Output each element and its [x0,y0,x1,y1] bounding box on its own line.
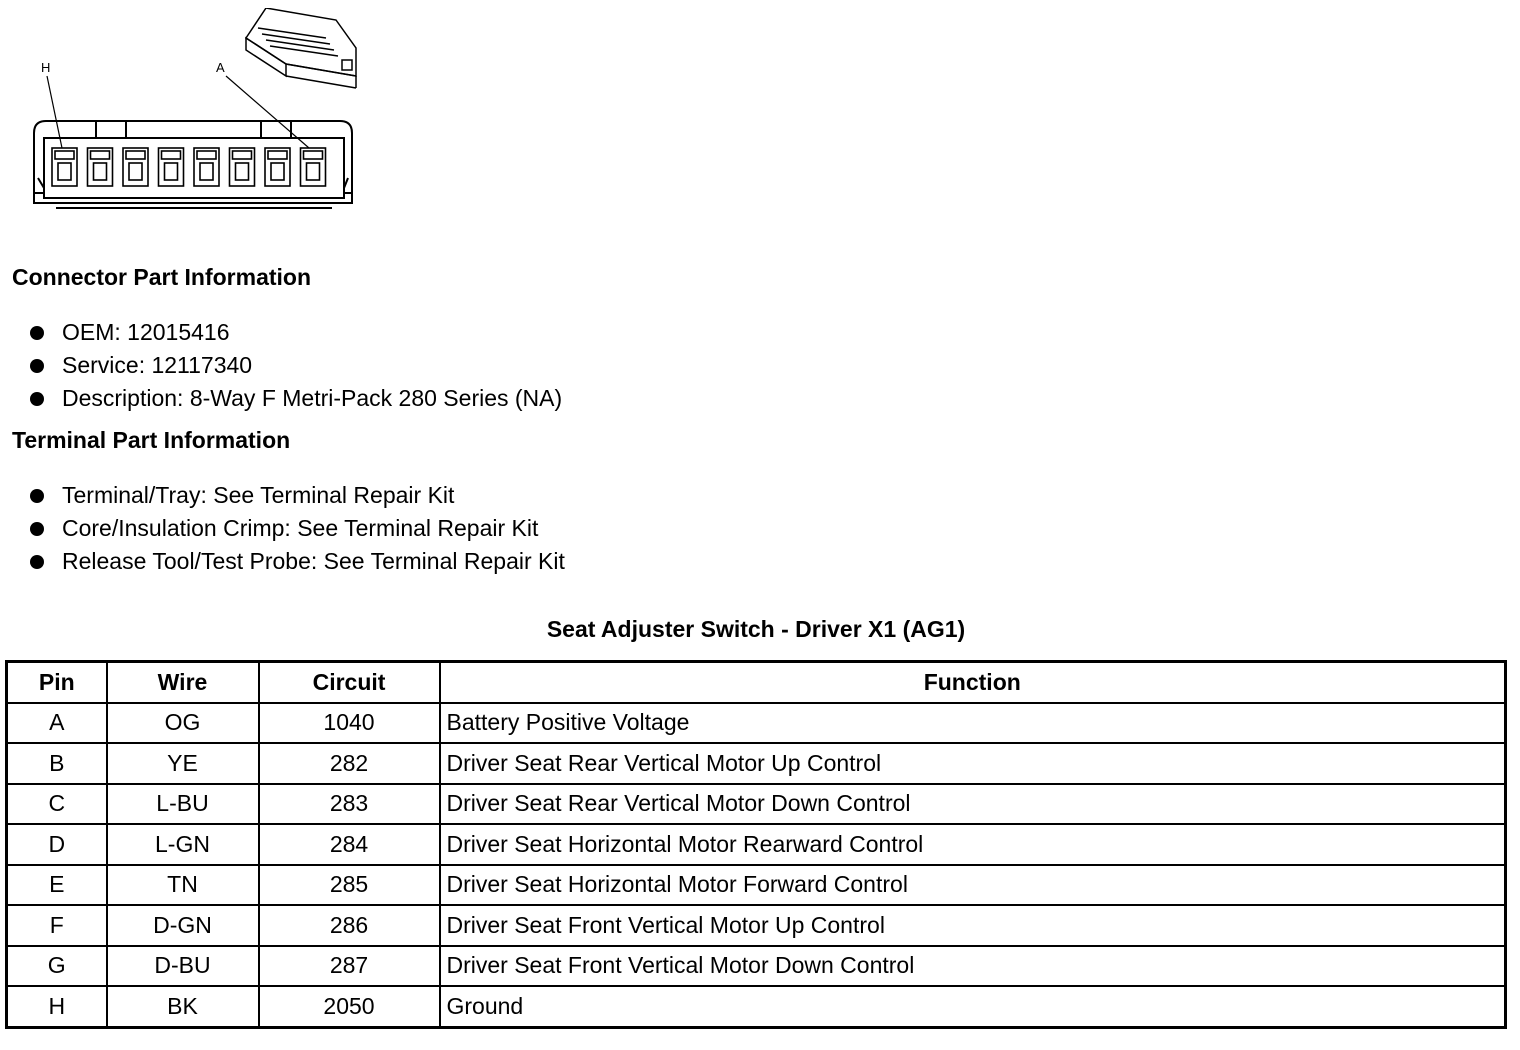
cell-pin: G [7,946,107,987]
cell-circuit: 287 [259,946,440,987]
pin-terminal [271,163,284,180]
cell-wire: L-BU [107,784,259,825]
cell-pin: C [7,784,107,825]
cell-function: Driver Seat Front Vertical Motor Down Control [440,946,1506,987]
bullet-icon [30,522,44,536]
cell-wire: TN [107,865,259,906]
pin-terminal [129,163,142,180]
connector-face [34,121,352,208]
pin-cavity-latch [197,151,216,159]
pin-cavity-latch [162,151,181,159]
pin-cavity-latch [91,151,110,159]
pin-cavity-latch [268,151,287,159]
header-function: Function [440,662,1506,703]
connector-part-info-title: Connector Part Information [12,264,312,290]
pinout-table [5,660,1507,1029]
list-item [30,512,565,545]
pin-label-a: A [216,60,225,75]
list-item-text: Description: 8-Way F Metri-Pack 280 Series (NA) [62,385,563,411]
cell-pin: A [7,703,107,744]
pin-terminal [307,163,320,180]
terminal-part-info-title: Terminal Part Information [12,427,291,453]
bullet-icon [30,392,44,406]
cell-pin: H [7,986,107,1027]
pin-cavity-latch [126,151,145,159]
cell-wire: D-GN [107,905,259,946]
table-row [7,946,1506,987]
terminal-part-info-list [30,479,565,578]
list-item-text: Core/Insulation Crimp: See Terminal Repair Kit [62,515,539,541]
connector-thumbnail [246,8,356,88]
connector-part-info-list [30,316,562,415]
cell-wire: L-GN [107,824,259,865]
table-row [7,865,1506,906]
pin-terminal [94,163,107,180]
cell-function: Battery Positive Voltage [440,703,1506,744]
cell-function: Driver Seat Front Vertical Motor Up Control [440,905,1506,946]
cell-circuit: 284 [259,824,440,865]
cell-circuit: 1040 [259,703,440,744]
bullet-icon [30,555,44,569]
pin-cavity-latch [55,151,74,159]
pin-terminal [58,163,71,180]
cell-circuit: 286 [259,905,440,946]
cell-pin: E [7,865,107,906]
cell-circuit: 285 [259,865,440,906]
table-row [7,784,1506,825]
cell-wire: OG [107,703,259,744]
cell-function: Driver Seat Horizontal Motor Forward Control [440,865,1506,906]
pin-terminal [236,163,249,180]
list-item [30,316,562,349]
table-row [7,986,1506,1027]
pin-cavities [52,148,326,186]
table-row [7,905,1506,946]
list-item-text: Release Tool/Test Probe: See Terminal Repair Kit [62,548,565,574]
connector-diagram [26,8,366,213]
header-circuit: Circuit [259,662,440,703]
header-pin: Pin [7,662,107,703]
table-row [7,743,1506,784]
bullet-icon [30,489,44,503]
list-item [30,349,562,382]
table-row [7,824,1506,865]
list-item [30,545,565,578]
cell-pin: F [7,905,107,946]
table-title: Seat Adjuster Switch - Driver X1 (AG1) [546,616,966,642]
cell-circuit: 2050 [259,986,440,1027]
cell-function: Driver Seat Horizontal Motor Rearward Control [440,824,1506,865]
header-wire: Wire [107,662,259,703]
pin-cavity-latch [304,151,323,159]
pin-terminal [200,163,213,180]
pin-cavity-latch [233,151,252,159]
bullet-icon [30,326,44,340]
pin-label-h: H [41,60,51,75]
cell-function: Driver Seat Rear Vertical Motor Up Control [440,743,1506,784]
list-item-text: Service: 12117340 [62,352,253,378]
cell-circuit: 282 [259,743,440,784]
cell-pin: B [7,743,107,784]
list-item-text: OEM: 12015416 [62,319,230,345]
list-item [30,382,562,415]
cell-function: Driver Seat Rear Vertical Motor Down Control [440,784,1506,825]
list-item [30,479,565,512]
bullet-icon [30,359,44,373]
pin-terminal [165,163,178,180]
table-header-row [7,662,1506,703]
list-item-text: Terminal/Tray: See Terminal Repair Kit [62,482,455,508]
cell-wire: D-BU [107,946,259,987]
cell-circuit: 283 [259,784,440,825]
cell-pin: D [7,824,107,865]
table-row [7,703,1506,744]
cell-function: Ground [440,986,1506,1027]
cell-wire: YE [107,743,259,784]
cell-wire: BK [107,986,259,1027]
